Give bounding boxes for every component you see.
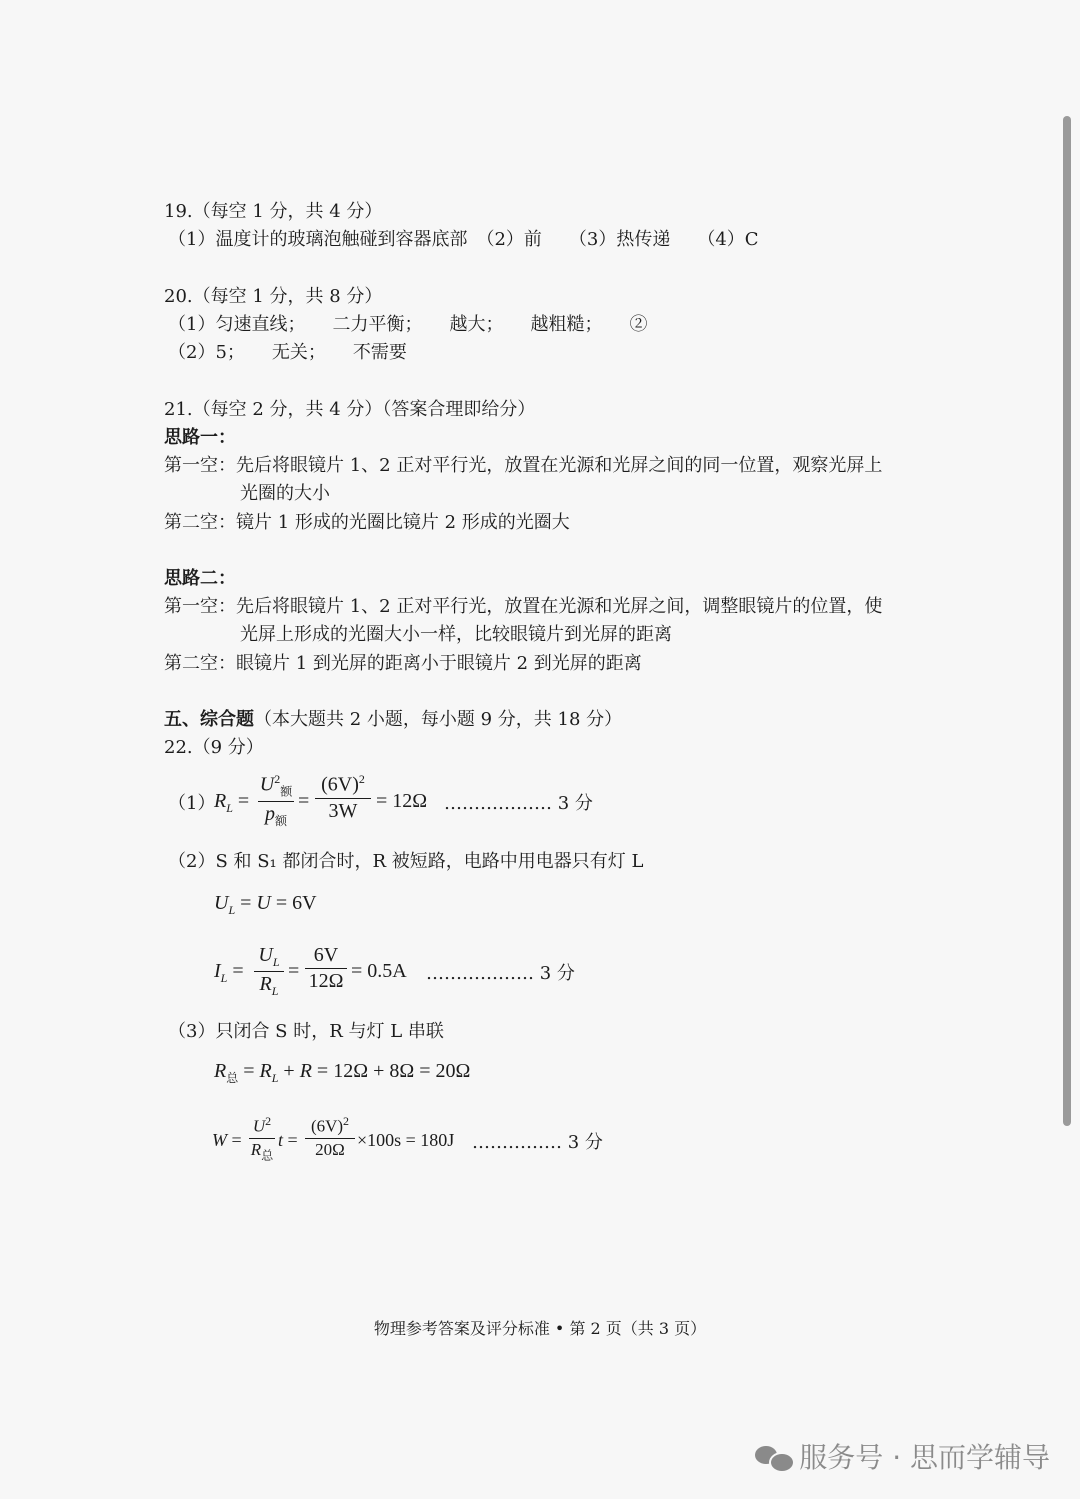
formula-6v2-over-20ohm: $(6V)^2$ 20Ω [305,1114,355,1160]
formula-6v2-over-3w: $(6V)^2$ 3W [315,772,371,823]
q22-part2-text: （2）S 和 S₁ 都闭合时，R 被短路，电路中用电器只有灯 L [168,851,644,872]
q21-idea2-blank1-cont: 光屏上形成的光圈大小一样，比较眼镜片到光屏的距离 [240,624,672,645]
q22-part1-score: ……………… 3 分 [444,793,593,814]
q21-idea2-blank2: 第二空：眼镜片 1 到光屏的距离小于眼镜片 2 到光屏的距离 [164,653,642,674]
formula-result-180j: ×100s = 180J [357,1130,455,1150]
formula-r-total: $R_总 = R_L + R = 12\Omega + 8\Omega = 20\Omega$ [214,1060,471,1085]
q20-header: 20.（每空 1 分，共 8 分） [164,286,383,307]
formula-w-symbol: W = [212,1130,242,1150]
q20-answers-1: （1）匀速直线； 二力平衡； 越大； 越粗糙； ② [168,314,648,335]
formula-result-05a: = 0.5A [351,960,407,982]
wechat-icon [755,1442,791,1470]
q22-part3-text: （3）只闭合 S 时，R 与灯 L 串联 [168,1021,444,1042]
q21-idea1-blank1: 第一空：先后将眼镜片 1、2 正对平行光，放置在光源和光屏之间的同一位置，观察光屏上 [164,455,883,476]
formula-ul-over-rl: $U_L$ $R_L$ [254,944,284,999]
watermark [755,1436,1050,1476]
section5-heading [164,708,622,732]
q21-idea2-title: 思路二： [164,568,236,589]
q20-answers-2: （2）5； 无关； 不需要 [168,342,407,363]
page-footer: 物理参考答案及评分标准 • 第 2 页（共 3 页） [373,1319,707,1338]
q22-part2-score: ……………… 3 分 [426,963,575,984]
section5-desc: （本大题共 2 小题，每小题 9 分，共 18 分） [254,709,623,730]
q22-part3-score: …………… 3 分 [472,1132,603,1153]
q22-header: 22.（9 分） [164,737,264,758]
q21-idea1-blank1-cont: 光圈的大小 [240,483,330,504]
q22-part1-label: （1） [168,793,216,814]
formula-result-12ohm: = 12Ω [376,790,428,812]
formula-6v-over-12ohm: 6V 12Ω [305,944,347,993]
vertical-scrollbar[interactable] [1063,116,1071,1126]
q21-header: 21.（每空 2 分，共 4 分）（答案合理即给分） [164,399,536,420]
formula-u2-over-rtotal: $U^2$ $R_总$ [250,1114,274,1163]
formula-il-symbol: $I_L$ = [214,960,244,985]
q19-header: 19.（每空 1 分，共 4 分） [164,201,383,222]
watermark-text: 服务号 · 思而学辅导 [799,1441,1050,1474]
formula-u2-over-p: $U^2_额$ $p_额$ [259,772,293,828]
q19-answers: （1）温度计的玻璃泡触碰到容器底部 （2）前 （3）热传递 （4）C [168,229,759,250]
q21-idea1-blank2: 第二空：镜片 1 形成的光圈比镜片 2 形成的光圈大 [164,512,570,533]
q21-idea1-title: 思路一： [164,427,236,448]
answer-sheet-page: 19.（每空 1 分，共 4 分） （1）温度计的玻璃泡触碰到容器底部 （2）前 （3）热传递 （4）C 20.（每空 1 分，共 8 分） （1）匀速直线； 二力平衡； 越大； 越粗糙； ② （2）5； 无关； 不需要 21.（每空 2 分，共 4 分）（答案合理即给分） 思路一： 第一空：先后将眼镜片 1、2 正对平行光，放置在光源和光屏之间的同一位置，观察光屏上 光圈的大小 第二空：镜片 1 形成的光圈比镜片 2 形成的光圈大 思路二： 第一空：先后将眼镜片 1、2 正对平行光，放置在光源和光屏之间，调整眼镜片的位置，使 光屏上形成的光圈大小一样，比较眼镜片到光屏的距离 第二空：眼镜片 1 到光屏的距离小于眼镜片 2 到光屏的距离 五、综合题（本大题共 2 小题，每小题 9 分，共 18 分） 22.（9 分） （1） $R_L$ = $U^2_额$ $p_额$ = $(6V)^2$ 3W = 12Ω ……………… 3 分 （2）S 和 S₁ 都闭合时，R 被短路，电路中用电器只有灯 L $U_L = U = 6V$ $I_L$ = $U_L$ $R_L$ = 6V 12Ω = 0.5A ……………… 3 分 （3）只闭合 S 时，R 与灯 L 串联 $R_总 = R_L + R = 12\Omega + 8\Omega = 20\Omega$ W = $U^2$ $R_总$ t = $(6V)^2$ 20Ω ×100s = 180J …………… 3 分 物理参考答案及评分标准 • 第 2 页（共 3 页） 服务号 · 思而学辅导 [0,0,1080,1499]
section5-title: 五、综合题 [164,709,254,730]
formula-ul-equals-u: $U_L = U = 6V$ [214,892,317,917]
formula-rl-symbol: $R_L$ = [214,790,250,815]
q21-idea2-blank1: 第一空：先后将眼镜片 1、2 正对平行光，放置在光源和光屏之间，调整眼镜片的位置，使 [164,596,883,617]
